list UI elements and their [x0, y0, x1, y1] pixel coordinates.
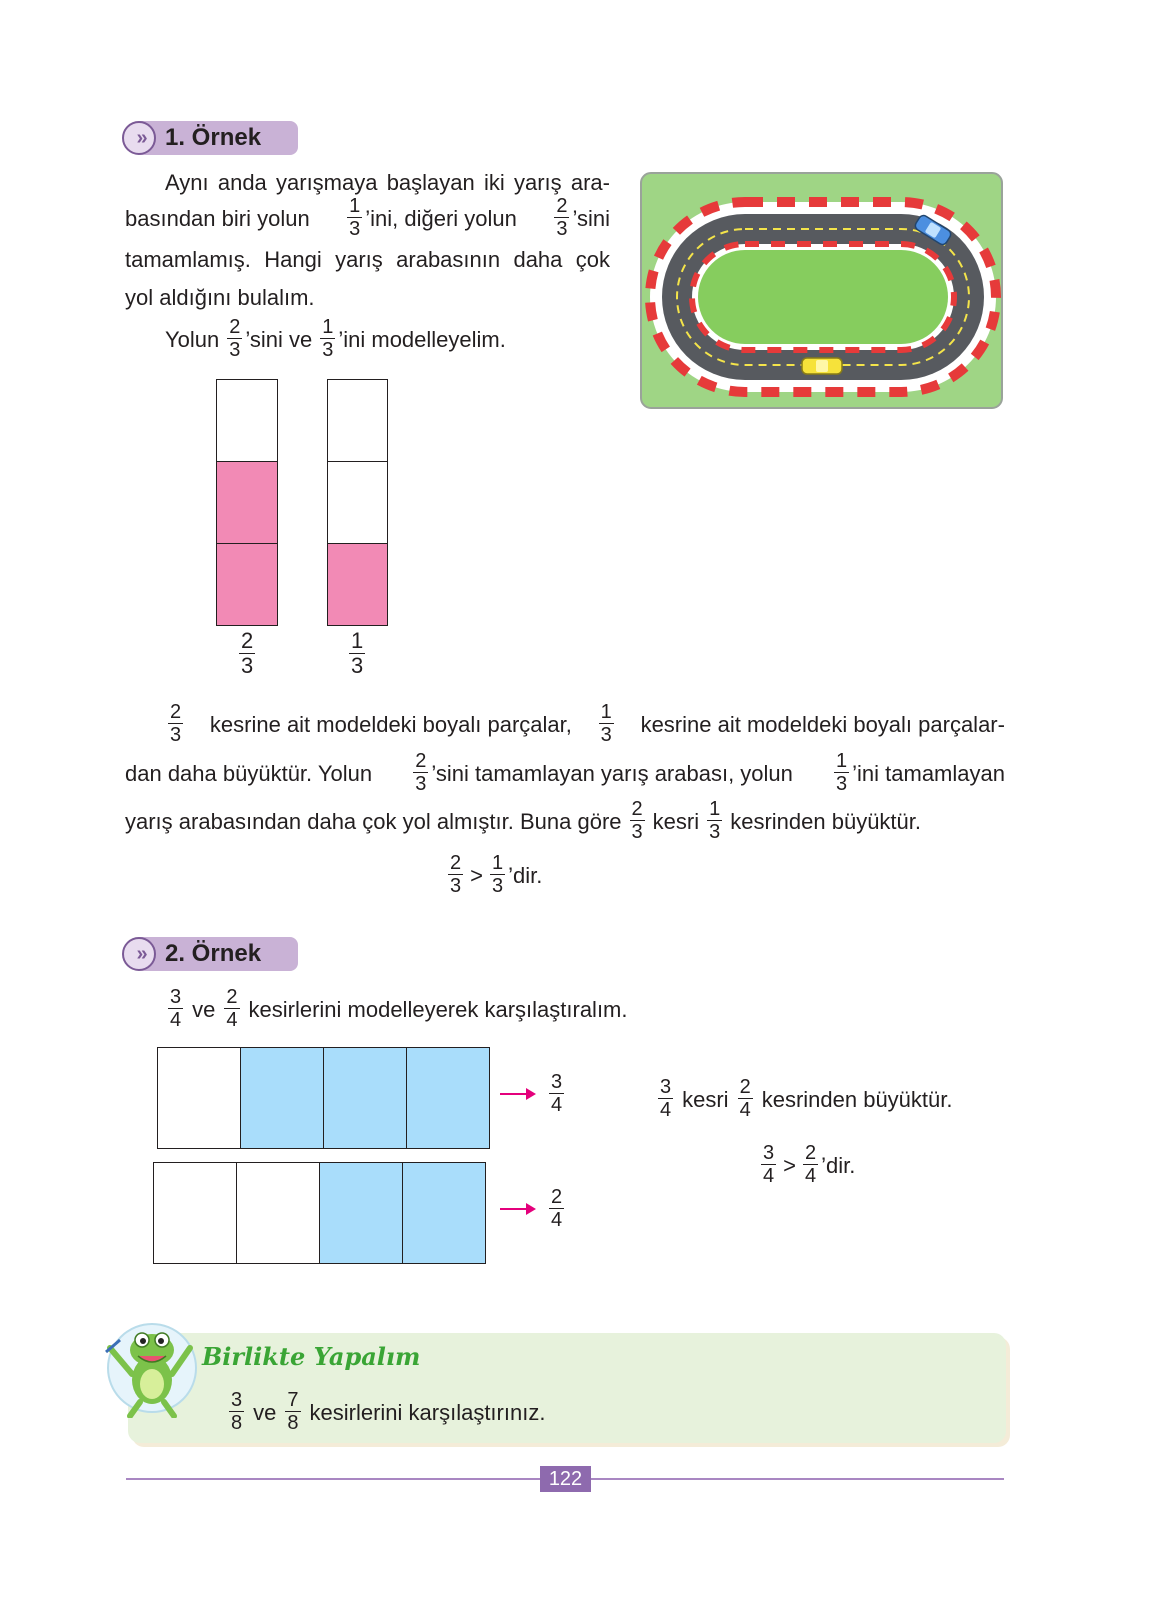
text: kesrine ait modeldeki boyalı parçalar, [209, 712, 572, 737]
fraction-bar-cell [319, 1162, 403, 1264]
fraction-bar-one-third [327, 379, 388, 625]
page-number: 122 [540, 1466, 591, 1492]
fraction-bar-cell [402, 1162, 486, 1264]
fraction-bar-cell [323, 1047, 407, 1149]
fraction-three-fourths: $\frac{3}{4}$ [763, 1141, 775, 1187]
fraction-two-fourths: $\frac{2}{4}$ [804, 1141, 817, 1187]
fraction-bar-cell [157, 1047, 241, 1149]
text: ’sini [572, 206, 610, 231]
fraction-bar-cell [327, 543, 388, 626]
text: dan daha büyüktür. Yolun [125, 761, 373, 786]
example1-model-line [165, 315, 506, 361]
bar2-label [546, 1186, 567, 1232]
fraction-one-third: $\frac{1}{3}$ [600, 700, 612, 746]
fraction-one-third: $\frac{1}{3}$ [349, 194, 361, 240]
text: kesrine ait modeldeki boyalı parçalar- [640, 712, 1005, 737]
race-track-icon [640, 172, 1003, 409]
fraction-two-thirds: $\frac{2}{3}$ [415, 749, 427, 795]
fraction-two-thirds: $\frac{2}{3}$ [631, 797, 643, 843]
fraction-two-thirds: $\frac{2}{3}$ [556, 194, 568, 240]
greater-than-sign: > [470, 863, 483, 888]
bar1-label [236, 628, 258, 679]
double-chevron-icon: » [122, 121, 156, 155]
footer-divider-right [591, 1478, 1004, 1480]
fraction-three-fourths: $\frac{3}{4}$ [551, 1071, 563, 1116]
text: ’ini, diğeri yolun [365, 206, 517, 231]
example1-text-line3: tamamlamış. Hangi yarış arabasının daha çok [125, 247, 610, 272]
fraction-two-thirds: $\frac{2}{3}$ [450, 851, 462, 897]
bar1-label [546, 1071, 567, 1117]
example2-title: 2. Örnek [165, 940, 262, 967]
greater-than-sign: > [783, 1153, 796, 1178]
fraction-bar-cell [216, 379, 278, 462]
fraction-one-third: $\frac{1}{3}$ [351, 628, 364, 678]
race-track-illustration [640, 172, 1003, 409]
fraction-one-third: $\frac{1}{3}$ [709, 797, 721, 843]
text: ’sini tamamlayan yarış arabası, yolun [431, 761, 793, 786]
frog-mascot [100, 1318, 198, 1418]
text: kesrinden büyüktür. [730, 809, 921, 834]
example1-explanation-line2 [125, 749, 1005, 796]
frog-icon [100, 1318, 198, 1418]
text: ’ini tamamlayan [852, 761, 1005, 786]
fraction-bar-two-thirds [216, 379, 278, 625]
fraction-bar-cell [240, 1047, 324, 1149]
fraction-two-thirds: $\frac{2}{3}$ [229, 315, 241, 361]
fraction-three-eighths: $\frac{3}{8}$ [231, 1388, 243, 1434]
text: kesrinden büyüktür. [761, 1087, 953, 1112]
fraction-three-fourths: $\frac{3}{4}$ [170, 985, 182, 1031]
example1-text-line4: yol aldığını bulalım. [125, 285, 315, 310]
text: basından biri yolun [125, 206, 310, 231]
example2-result [758, 1142, 855, 1190]
fraction-bar-cell [406, 1047, 490, 1149]
text: ve [253, 1400, 277, 1425]
arrow-right-icon [500, 1093, 534, 1095]
text: kesirlerini karşılaştırınız. [309, 1400, 546, 1425]
birlikte-yapalim-task [226, 1389, 545, 1437]
text: kesirlerini modelleyerek karşılaştıralım. [248, 997, 628, 1022]
bar2-label [346, 628, 368, 679]
example1-explanation-line3 [125, 797, 921, 844]
fraction-two-fourths: $\frac{2}{4}$ [739, 1075, 751, 1121]
example1-text-line2 [125, 194, 610, 240]
fraction-bar-two-fourths [153, 1162, 485, 1264]
text: yarış arabasından daha çok yol almıştır. Buna göre [125, 809, 622, 834]
example1-result [445, 852, 542, 900]
fraction-bar-cell [153, 1162, 237, 1264]
text: kesri [682, 1087, 729, 1112]
fraction-bar-cell [327, 461, 388, 544]
arrow-right-icon [500, 1208, 534, 1210]
fraction-seven-eighths: $\frac{7}{8}$ [287, 1388, 299, 1434]
text: ’dir. [821, 1153, 856, 1178]
footer-divider-left [126, 1478, 540, 1480]
fraction-one-third: $\frac{1}{3}$ [836, 749, 848, 795]
fraction-two-thirds: $\frac{2}{3}$ [170, 700, 182, 746]
fraction-bar-cell [216, 461, 278, 544]
text: ’sini ve [245, 327, 313, 352]
text: ’dir. [508, 863, 543, 888]
example1-title: 1. Örnek [165, 124, 262, 151]
text: ’ini modelleyelim. [338, 327, 506, 352]
birlikte-yapalim-title: Birlikte Yapalım [202, 1342, 421, 1371]
fraction-two-fourths: $\frac{2}{4}$ [551, 1186, 563, 1231]
fraction-bar-cell [216, 543, 278, 626]
example2-intro [165, 986, 628, 1034]
fraction-bar-cell [327, 379, 388, 462]
fraction-one-third: $\frac{1}{3}$ [322, 315, 334, 361]
fraction-one-third: $\frac{1}{3}$ [491, 851, 504, 897]
example1-text-line1: Aynı anda yarışmaya başlayan iki yarış ara- [165, 170, 610, 195]
example2-comparison [655, 1076, 952, 1124]
fraction-two-fourths: $\frac{2}{4}$ [226, 985, 238, 1031]
text: ve [192, 997, 216, 1022]
double-chevron-icon: » [122, 937, 156, 971]
fraction-three-fourths: $\frac{3}{4}$ [660, 1075, 672, 1121]
fraction-two-thirds: $\frac{2}{3}$ [241, 628, 254, 678]
fraction-bar-cell [236, 1162, 320, 1264]
text: kesri [652, 809, 700, 834]
fraction-bar-three-fourths [157, 1047, 489, 1149]
example1-explanation-line1 [165, 700, 1005, 747]
text: Yolun [165, 327, 220, 352]
